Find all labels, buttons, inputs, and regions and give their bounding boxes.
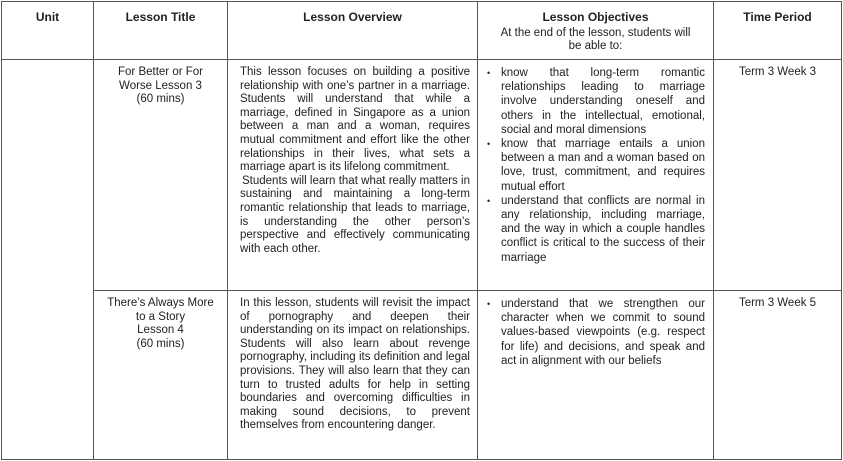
objective-item: • know that marriage entails a union between a man and a woman based on love, trust, commitment, and requires mutual effort [487, 138, 705, 193]
lesson-duration: (60 mins) [136, 93, 185, 106]
time-period-cell: Term 3 Week 3 [714, 60, 842, 291]
objectives-list [482, 297, 705, 368]
table-row [2, 291, 842, 460]
bullet-icon: • [487, 68, 491, 78]
lesson-title-line: to a Story [135, 310, 186, 323]
objectives-subheading-line2: be able to: [568, 40, 623, 52]
objectives-subheading-line1: At the end of the lesson, students will [500, 27, 691, 39]
lesson-overview-cell [228, 60, 478, 291]
header-unit: Unit [2, 2, 94, 60]
lesson-title-line: For Better or For [118, 66, 203, 78]
lesson-duration: (60 mins) [136, 337, 185, 350]
unit-cell [2, 60, 94, 460]
lesson-plan-table [1, 1, 842, 460]
header-lesson-title: Lesson Title [94, 2, 228, 60]
objective-item: • know that long-term romantic relationships leading to marriage involve understanding oneself and others in the intellectual, emotional, social and moral dimensions [487, 67, 705, 136]
bullet-icon: • [487, 299, 491, 309]
header-row [2, 2, 842, 60]
lesson-overview-cell [228, 291, 478, 460]
bullet-icon: • [487, 139, 491, 150]
objective-item: • understand that we strengthen our character when we commit to sound values-based viewpoints (e.g. respect for life) and decisions, and speak and act in alignment with our beliefs [487, 298, 705, 367]
header-lesson-overview: Lesson Overview [228, 2, 478, 60]
header-lesson-objectives: Lesson Objectives At the end of the lesson, students will be able to: [478, 2, 714, 60]
table-row [2, 60, 842, 291]
lesson-objectives-cell [478, 60, 714, 291]
overview-paragraph: In this lesson, students will revisit the impact of pornography and deepen their understanding on its impact on relationships. Students will also learn about revenge pornography, including its definition and legal provisions. They will also learn that they can turn to trusted adults for help in setting boundaries and overcoming difficulties in making sound decisions, to prevent themselves from encountering danger. [240, 297, 470, 432]
overview-paragraph: Students will learn that what really matters in sustaining and maintaining a long-term romantic relationship that leads to marriage, is understanding the other person’s perspective and effectively communicating with each other. [240, 174, 470, 255]
time-period-cell: Term 3 Week 5 [714, 291, 842, 460]
objectives-list [482, 66, 705, 265]
lesson-title-line: Lesson 4 [137, 324, 184, 337]
bullet-icon: • [487, 195, 491, 206]
lesson-title-line: There’s Always More [107, 297, 214, 309]
header-time-period: Time Period [714, 2, 842, 60]
overview-paragraph: This lesson focuses on building a positive relationship with one’s partner in a marriage. Students will understand that while a marriage, defined in Singapore as a union between a man and a woman, requires mutual commitment and effort like the other relationships in their lives, what sets a marriage apart is its lifelong commitment. [240, 66, 470, 174]
lesson-title-cell [94, 291, 228, 460]
objective-item: • understand that conflicts are normal in any relationship, including marriage, and the way in which a couple handles conflict is critical to the success of their marriage [487, 194, 705, 264]
lesson-objectives-cell [478, 291, 714, 460]
lesson-title-line: Worse Lesson 3 [119, 79, 202, 92]
lesson-title-cell [94, 60, 228, 291]
